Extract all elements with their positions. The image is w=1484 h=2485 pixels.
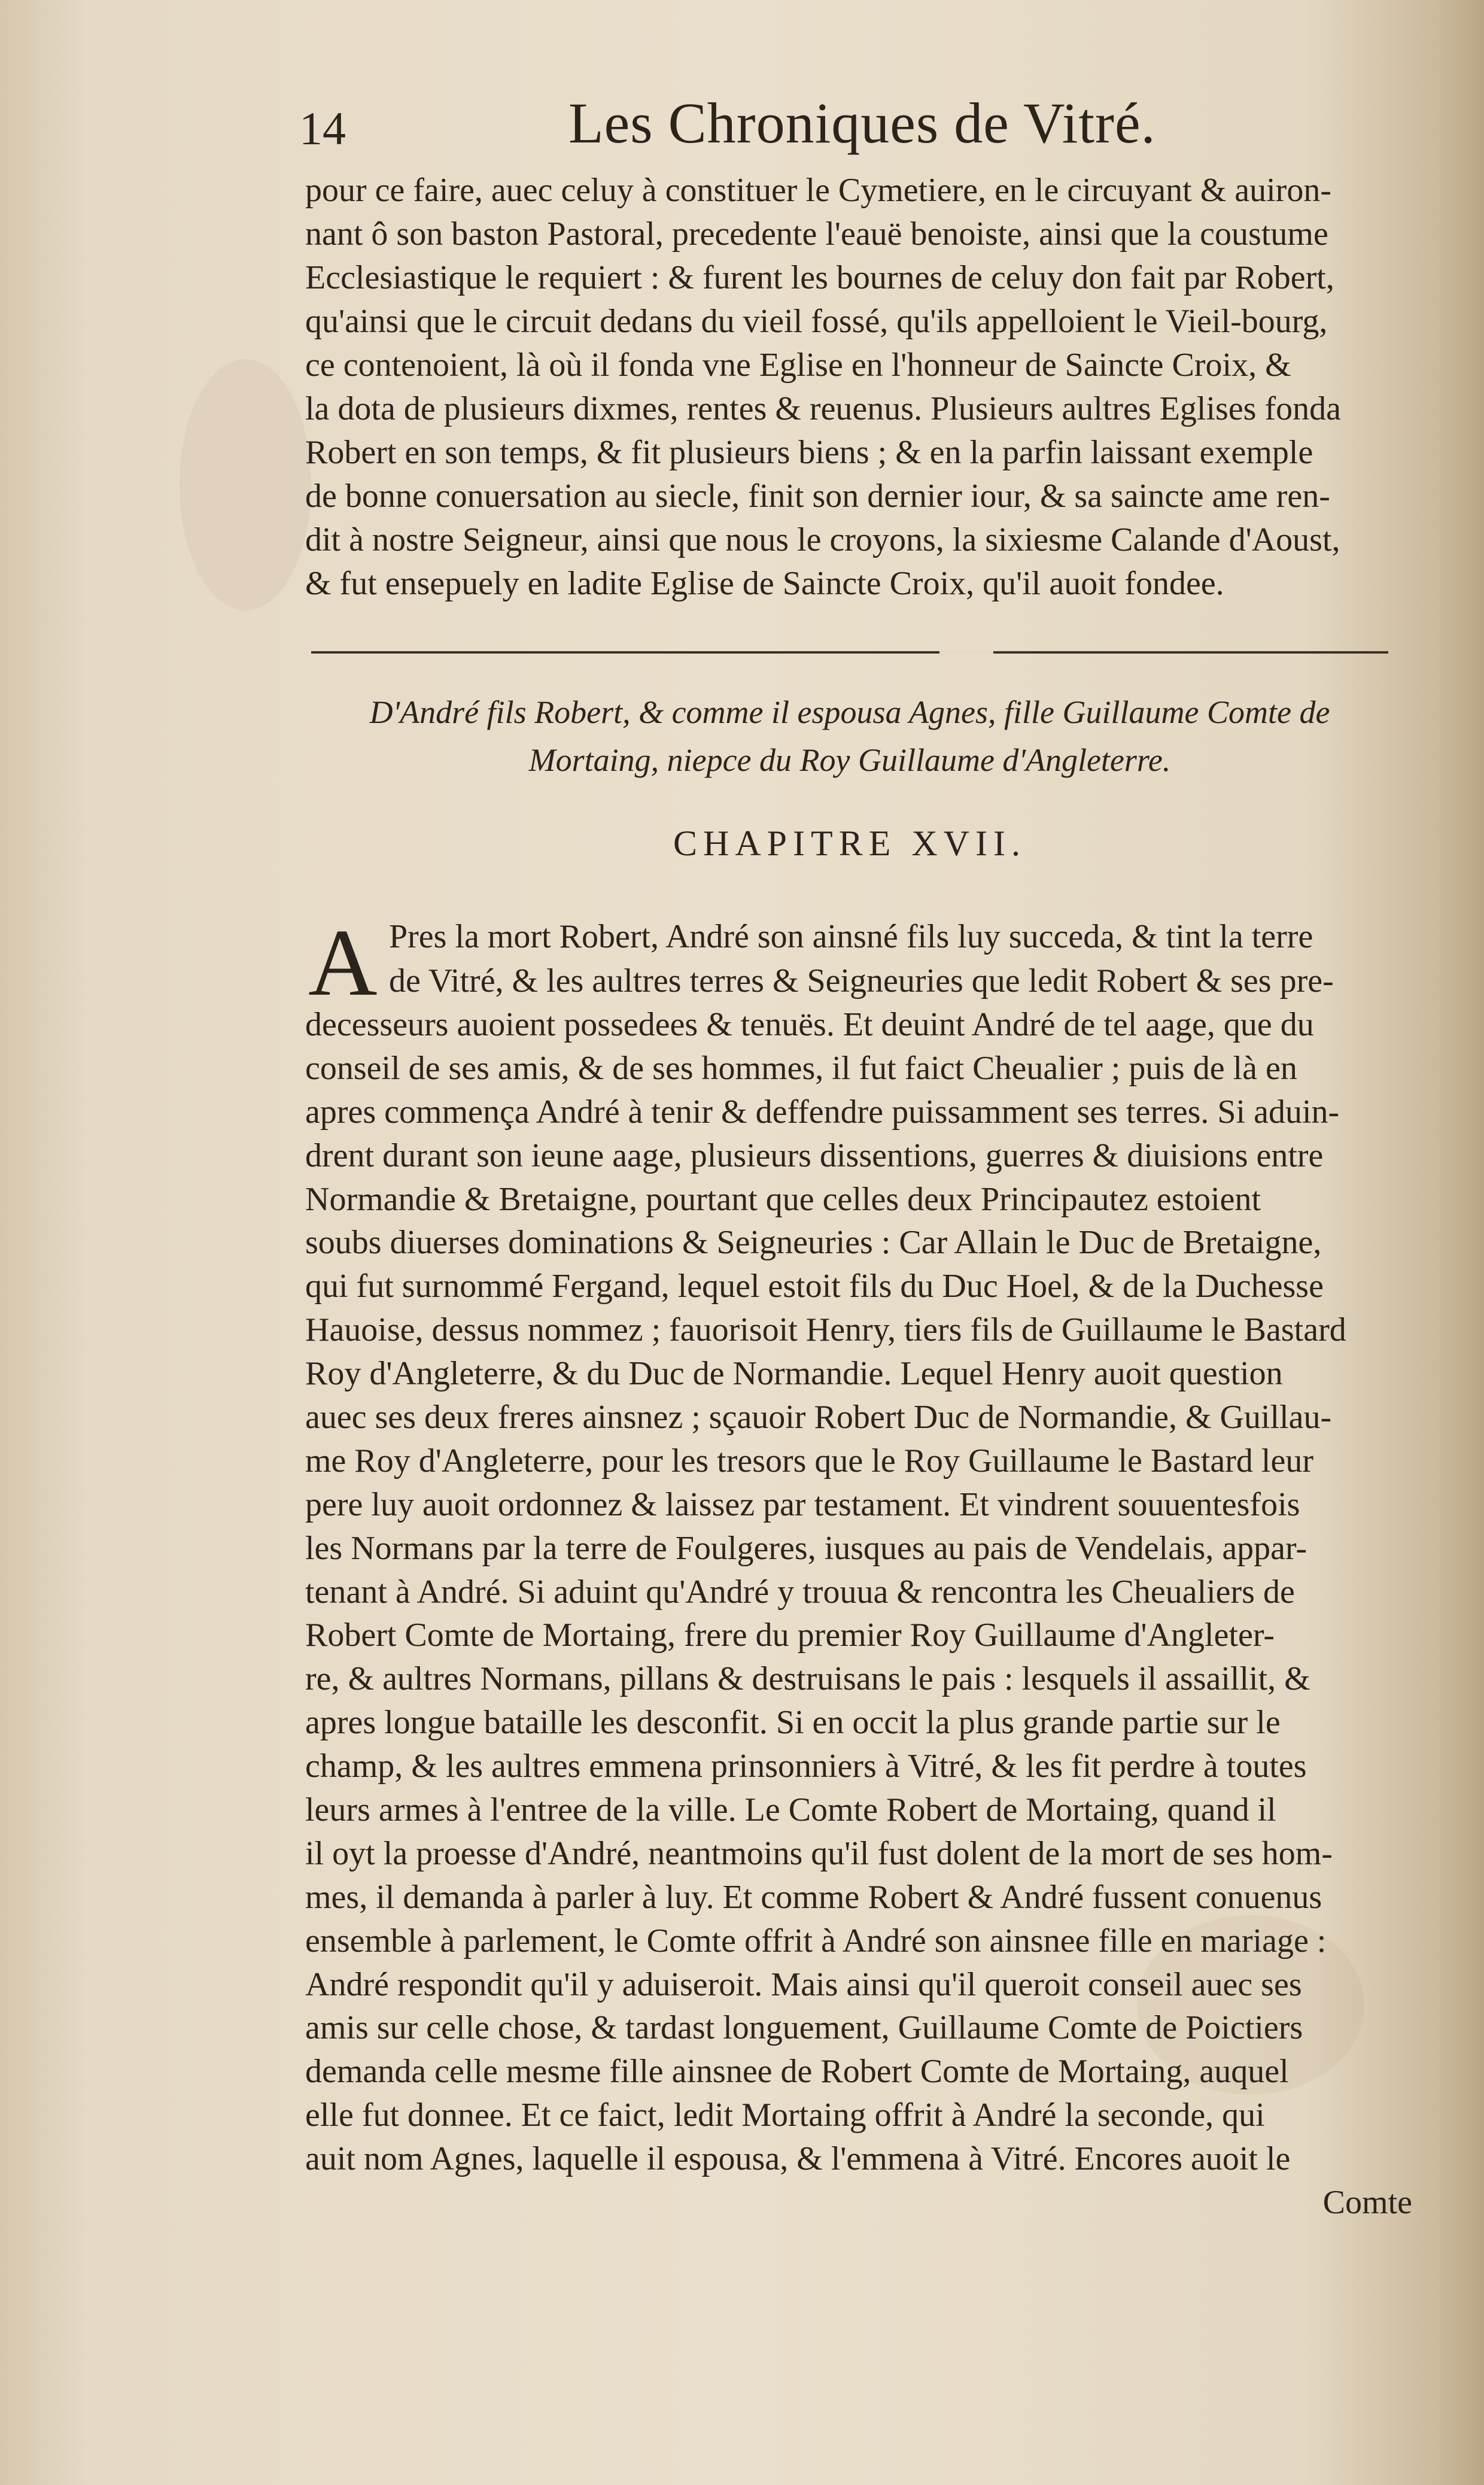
text-line: ce contenoient, là où il fonda vne Eglise en l'honneur de Saincte Croix, & (305, 347, 1291, 384)
chapter-heading (311, 688, 1388, 784)
text-line: elle fut donnee. Et ce faict, ledit Mortaing offrit à André la seconde, qui (305, 2097, 1265, 2134)
text-line: auit nom Agnes, laquelle il espousa, & l'emmena à Vitré. Encores auoit le (305, 2140, 1291, 2178)
text-line: André respondit qu'il y aduiseroit. Mais ainsi qu'il queroit conseil auec ses (305, 1965, 1302, 2003)
text-line: decesseurs auoient possedees & tenuës. Et deuint André de tel aage, que du (305, 1006, 1314, 1043)
text-line: apres commença André à tenir & deffendre puissamment ses terres. Si aduin- (305, 1093, 1340, 1131)
text-line: & fut ensepuely en ladite Eglise de Saincte Croix, qu'il auoit fondee. (305, 565, 1224, 602)
text-line: Pres la mort Robert, André son ainsné fils luy succeda, & tint la terre (389, 918, 1313, 955)
page-header (299, 90, 1388, 162)
chapter-heading-line: D'André fils Robert, & comme il espousa Agnes, fille Guillaume Comte de (369, 694, 1330, 730)
paper-stain (180, 359, 311, 610)
text-line: de bonne conuersation au siecle, finit son dernier iour, & sa saincte ame ren- (305, 478, 1330, 515)
text-line: Robert Comte de Mortaing, frere du premier Roy Guillaume d'Angleter- (305, 1617, 1275, 1654)
text-line: soubs diuerses dominations & Seigneuries : Car Allain le Duc de Bretaigne, (305, 1224, 1322, 1262)
text-line: pere luy auoit ordonnez & laissez par testament. Et vindrent souuentesfois (305, 1485, 1300, 1523)
text-line: mes, il demanda à parler à luy. Et comme Robert & André fussent conuenus (305, 1878, 1322, 1916)
chapter-number: CHAPITRE XVII. (673, 824, 1026, 863)
text-line: Ecclesiastique le requiert : & furent les bournes de celuy don fait par Robert, (305, 259, 1334, 296)
text-line: Normandie & Bretaigne, pourtant que celles deux Principautez estoient (305, 1180, 1261, 1218)
text-line: dit à nostre Seigneur, ainsi que nous le croyons, la sixiesme Calande d'Aoust, (305, 521, 1340, 558)
text-line: qui fut surnommé Fergand, lequel estoit fils du Duc Hoel, & de la Duchesse (305, 1268, 1324, 1305)
text-line: pour ce faire, auec celuy à constituer le Cymetiere, en le circuyant & auiron- (305, 172, 1331, 209)
section-divider (311, 651, 1388, 654)
text-line: Hauoise, dessus nommez ; fauorisoit Henry, tiers fils de Guillaume le Bastard (305, 1311, 1346, 1349)
text-line: de Vitré, & les aultres terres & Seigneuries que ledit Robert & ses pre- (389, 962, 1334, 1000)
drop-cap: A (308, 909, 378, 1016)
text-line: qu'ainsi que le circuit dedans du vieil fossé, qu'ils appelloient le Vieil-bourg, (305, 303, 1328, 340)
text-line: amis sur celle chose, & tardast longuement, Guillaume Comte de Poictiers (305, 2009, 1303, 2047)
text-line: drent durant son ieune aage, plusieurs dissentions, guerres & diuisions entre (305, 1137, 1324, 1174)
text-line: tenant à André. Si aduint qu'André y trouua & rencontra les Cheualiers de (305, 1573, 1295, 1611)
text-line: ensemble à parlement, le Comte offrit à André son ainsnee fille en mariage : (305, 1922, 1327, 1960)
chapter-opening-lines (389, 915, 1412, 1003)
text-line: leurs armes à l'entree de la ville. Le Comte Robert de Mortaing, quand il (305, 1791, 1276, 1829)
text-line: champ, & les aultres emmena prinsonniers à Vitré, & les fit perdre à toutes (305, 1748, 1307, 1785)
text-line: Robert en son temps, & fit plusieurs biens ; & en la parfin laissant exemple (305, 434, 1313, 471)
text-line: les Normans par la terre de Foulgeres, iusques au pais de Vendelais, appar- (305, 1529, 1307, 1567)
page-number: 14 (299, 102, 346, 154)
text-line: nant ô son baston Pastoral, precedente l'eauë benoiste, ainsi que la coustume (305, 215, 1328, 253)
text-line: re, & aultres Normans, pillans & destruisans le pais : lesquels il assaillit, & (305, 1660, 1310, 1698)
text-line: auec ses deux freres ainsnez ; sçauoir Robert Duc de Normandie, & Guillau- (305, 1399, 1332, 1436)
text-line: demanda celle mesme fille ainsnee de Robert Comte de Mortaing, auquel (305, 2053, 1289, 2091)
chapter-body-text (305, 1003, 1412, 2225)
running-title: Les Chroniques de Vitré. (568, 91, 1156, 155)
previous-chapter-text (305, 169, 1412, 606)
text-line: Roy d'Angleterre, & du Duc de Normandie. Lequel Henry auoit question (305, 1355, 1283, 1393)
text-line: me Roy d'Angleterre, pour les tresors que le Roy Guillaume le Bastard leur (305, 1442, 1313, 1480)
text-line: apres longue bataille les desconfit. Si en occit la plus grande partie sur le (305, 1704, 1281, 1742)
text-line: conseil de ses amis, & de ses hommes, il fut faict Cheualier ; puis de là en (305, 1049, 1297, 1087)
text-line: la dota de plusieurs dixmes, rentes & reuenus. Plusieurs aultres Eglises fonda (305, 390, 1341, 427)
chapter-heading-line: Mortaing, niepce du Roy Guillaume d'Angleterre. (528, 742, 1171, 778)
text-line: il oyt la proesse d'André, neantmoins qu'il fust dolent de la mort de ses hom- (305, 1834, 1333, 1872)
catchword: Comte (1322, 2184, 1412, 2222)
